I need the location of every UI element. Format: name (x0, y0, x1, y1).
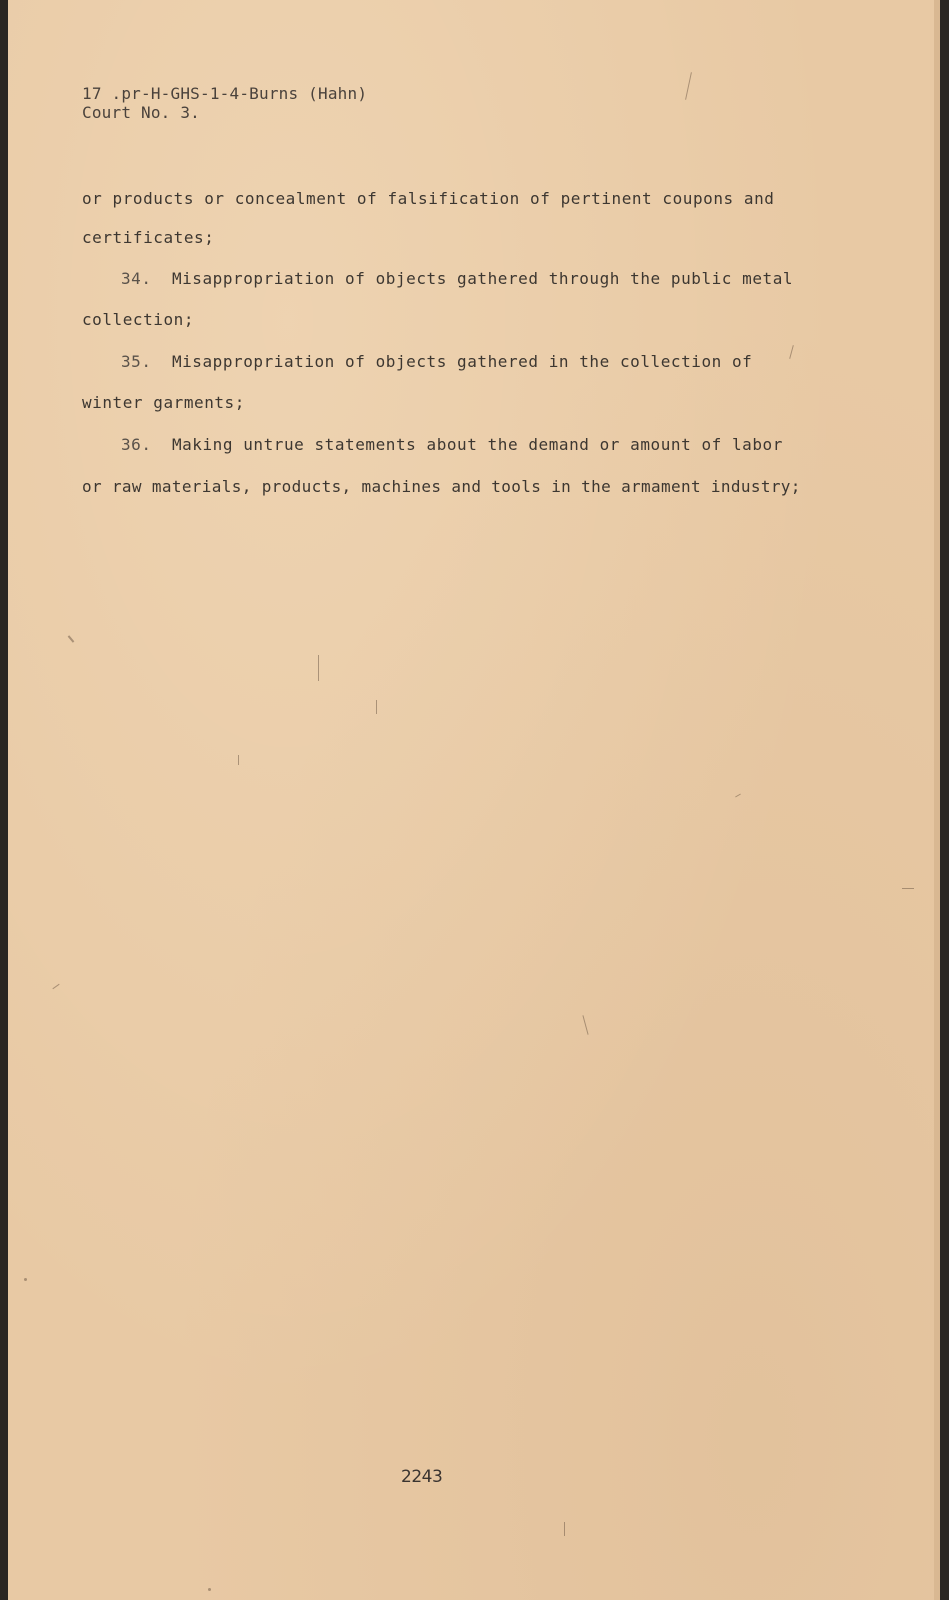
item-36-continuation: or raw materials, products, machines and tools in the armament industry; (82, 477, 801, 496)
paper-fiber (376, 700, 377, 714)
item-36 (121, 435, 783, 454)
item-35-text: Misappropriation of objects gathered in the collection of (171, 352, 753, 371)
item-35 (121, 352, 752, 371)
paper-fiber (902, 888, 914, 889)
item-36-number: 36. (121, 435, 152, 454)
paper-fiber (318, 655, 319, 681)
page-edge (934, 0, 940, 1600)
item-35-number: 35. (121, 352, 152, 371)
item-34-text: Misappropriation of objects gathered through the public metal (171, 269, 794, 288)
item-34 (121, 269, 793, 288)
item-36-text: Making untrue statements about the demand or amount of labor (171, 435, 783, 454)
document-page (8, 0, 940, 1600)
page-number: 2243 (401, 1467, 443, 1487)
paper-fiber (238, 755, 239, 765)
header-case-reference: 17 .pr-H-GHS-1-4-Burns (Hahn) (82, 84, 368, 103)
paper-speck (208, 1588, 211, 1591)
item-35-continuation: winter garments; (82, 393, 245, 412)
document-header (82, 84, 367, 122)
paper-fiber (735, 794, 741, 798)
paper-fiber (685, 72, 692, 100)
body-line-2: certificates; (82, 228, 215, 247)
item-34-continuation: collection; (82, 310, 195, 329)
paper-fiber (582, 1015, 588, 1035)
header-court-number: Court No. 3. (82, 103, 200, 122)
paper-speck (24, 1278, 27, 1281)
item-34-number: 34. (121, 269, 152, 288)
paper-fiber (564, 1522, 565, 1536)
paper-fiber (789, 345, 794, 359)
body-line-1: or products or concealment of falsification of pertinent coupons and (82, 189, 775, 208)
paper-fiber (68, 635, 75, 642)
paper-fiber (52, 984, 59, 989)
